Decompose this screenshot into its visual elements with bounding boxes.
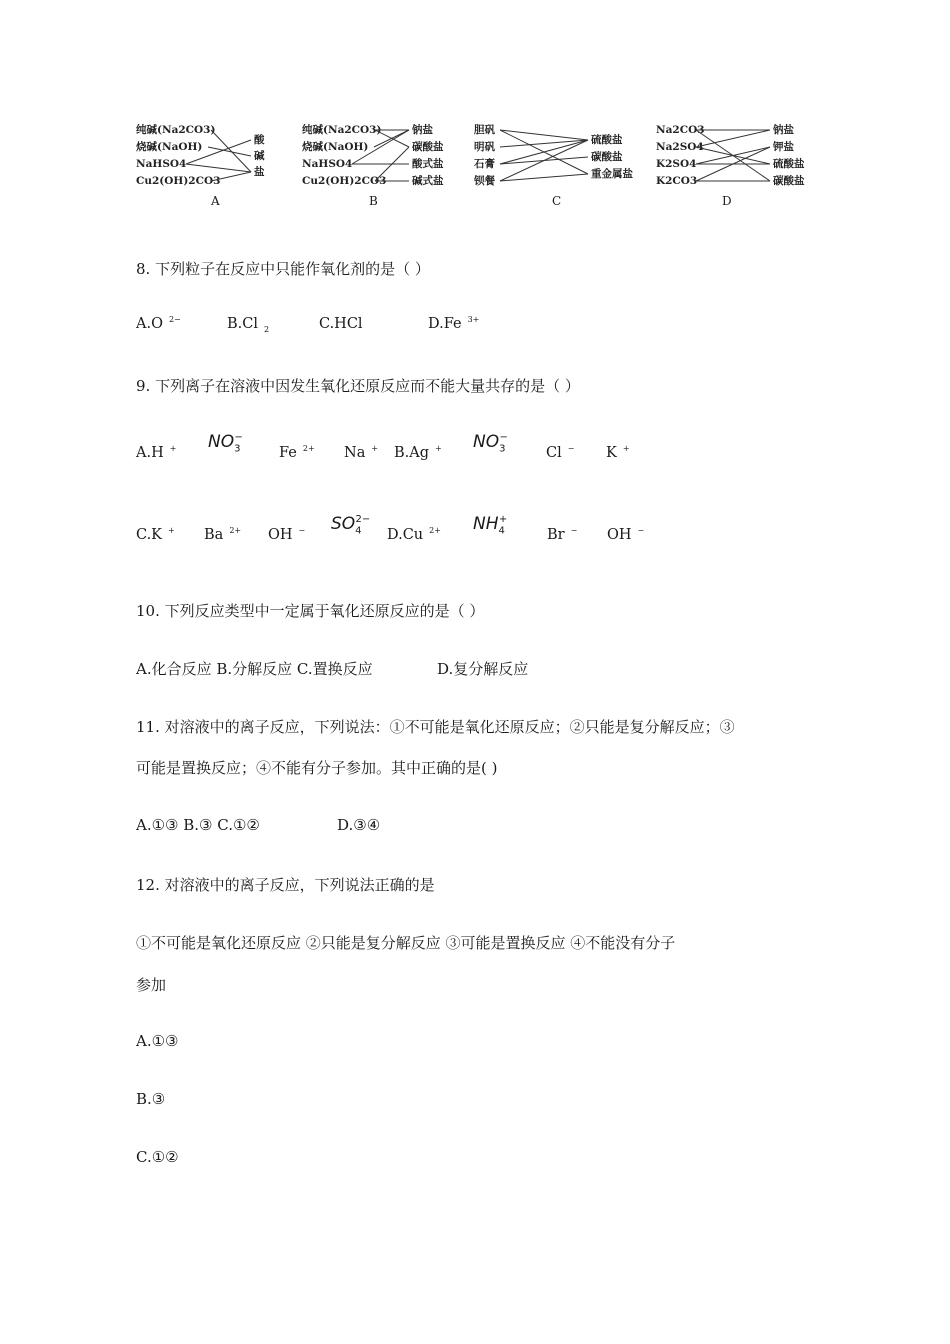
q9-option-b-cl: Cl − <box>546 444 575 461</box>
q8-option-d: D.Fe $^{3+}$ <box>428 315 480 332</box>
q12-statements-line1: ①不可能是氧化还原反应 ②只能是复分解反应 ③可能是置换反应 ④不能没有分子 <box>136 934 676 952</box>
q9-option-b-ag: B.Ag + <box>394 444 442 461</box>
diagram-c-left-3: 石膏 <box>474 158 495 170</box>
diagram-d-right-2: 钾盐 <box>773 141 794 153</box>
diagram-c-right-3: 重金属盐 <box>591 168 633 180</box>
diagram-a-lines <box>136 118 276 193</box>
diagram-d-caption: D <box>722 194 732 208</box>
diagram-c-left-1: 胆矾 <box>474 124 495 136</box>
diagram-d-right-1: 钠盐 <box>773 124 794 136</box>
q9-option-d-cu: D.Cu $^{2+}$ <box>387 526 441 543</box>
diagram-c <box>474 118 644 193</box>
q9-ammonium-ion: $NH_4^+$ <box>473 514 508 537</box>
diagram-b-left-4: Cu2(OH)2CO3 <box>302 175 387 187</box>
diagram-d-right-4: 碳酸盐 <box>773 175 805 187</box>
q12-stem: 12. 对溶液中的离子反应，下列说法正确的是 <box>136 876 435 894</box>
q9-nitrate-ion-a: $NO_3^-$ <box>208 432 243 455</box>
q9-nitrate-ion-b: $NO_3^-$ <box>473 432 508 455</box>
diagram-a-left-4: Cu2(OH)2CO3 <box>136 175 221 187</box>
q9-stem: 9. 下列离子在溶液中因发生氧化还原反应而不能大量共存的是（ ） <box>136 377 580 395</box>
q9-sulfate-ion: $SO_4^{2-}$ <box>331 514 371 537</box>
diagram-c-left-4: 钡餐 <box>474 175 495 187</box>
diagram-b-right-4: 碱式盐 <box>412 175 444 187</box>
q9-option-a-na: Na + <box>344 444 379 461</box>
diagram-a-caption: A <box>211 194 220 208</box>
diagram-c-left-2: 明矾 <box>474 141 495 153</box>
diagram-d-lines <box>656 118 816 193</box>
q11-option-d: D.③④ <box>337 816 381 834</box>
q8-stem: 8. 下列粒子在反应中只能作氧化剂的是（ ） <box>136 260 430 278</box>
diagram-a-left-3: NaHSO4 <box>136 158 187 170</box>
q10-options-abc: A.化合反应 B.分解反应 C.置换反应 <box>136 660 373 678</box>
diagram-d-left-4: K2CO3 <box>656 175 698 187</box>
q9-option-d-oh: OH − <box>607 526 645 543</box>
q10-stem: 10. 下列反应类型中一定属于氧化还原反应的是（ ） <box>136 602 485 620</box>
q11-stem-line1: 11. 对溶液中的离子反应，下列说法：①不可能是氧化还原反应；②只能是复分解反应；③ <box>136 718 735 736</box>
q11-options-abc: A.①③ B.③ C.①② <box>136 816 260 834</box>
diagram-d-left-1: Na2CO3 <box>656 124 705 136</box>
diagram-b-lines <box>302 118 457 193</box>
q12-option-a: A.①③ <box>136 1032 179 1050</box>
q9-option-a-h: A.H + <box>136 444 177 461</box>
diagram-d-left-3: K2SO4 <box>656 158 697 170</box>
diagram-b-left-2: 烧碱(NaOH) <box>302 141 369 153</box>
diagram-c-caption: C <box>552 194 562 208</box>
diagram-a-right-1: 酸 <box>254 134 265 146</box>
q8-option-b: B.Cl $_2$ <box>227 316 270 334</box>
q9-option-c-k: C.K + <box>136 526 175 543</box>
q9-option-c-oh: OH − <box>268 526 306 543</box>
diagram-b-left-3: NaHSO4 <box>302 158 353 170</box>
diagram-b-right-3: 酸式盐 <box>412 158 444 170</box>
diagram-d <box>656 118 816 193</box>
diagram-d-left-2: Na2SO4 <box>656 141 704 153</box>
diagram-a <box>136 118 276 193</box>
q9-option-a-fe: Fe $^{2+}$ <box>279 444 315 461</box>
q12-option-c: C.①② <box>136 1148 179 1166</box>
q8-option-a: A.O $^{2-}$ <box>136 315 181 332</box>
q9-option-c-ba: Ba $^{2+}$ <box>204 526 242 543</box>
diagram-b-caption: B <box>369 194 378 208</box>
q9-option-d-br: Br − <box>547 526 578 543</box>
diagram-a-left-1: 纯碱(Na2CO3) <box>136 124 216 136</box>
diagram-b <box>302 118 457 193</box>
diagram-a-left-2: 烧碱(NaOH) <box>136 141 203 153</box>
q10-option-d: D.复分解反应 <box>437 660 529 678</box>
diagram-b-left-1: 纯碱(Na2CO3) <box>302 124 382 136</box>
q12-option-b: B.③ <box>136 1090 166 1108</box>
diagram-b-right-2: 碳酸盐 <box>412 141 444 153</box>
q12-statements-line2: 参加 <box>136 976 167 994</box>
diagram-c-right-2: 碳酸盐 <box>591 151 623 163</box>
q11-stem-line2: 可能是置换反应；④不能有分子参加。其中正确的是( ) <box>136 759 498 777</box>
q8-option-c: C.HCl <box>319 316 363 332</box>
diagram-b-right-1: 钠盐 <box>412 124 433 136</box>
diagram-c-right-1: 硫酸盐 <box>591 134 623 146</box>
diagram-a-right-3: 盐 <box>254 166 265 178</box>
diagram-c-lines <box>474 118 644 193</box>
q9-option-b-k: K + <box>606 444 630 461</box>
diagram-d-right-3: 硫酸盐 <box>773 158 805 170</box>
diagram-a-right-2: 碱 <box>254 150 265 162</box>
